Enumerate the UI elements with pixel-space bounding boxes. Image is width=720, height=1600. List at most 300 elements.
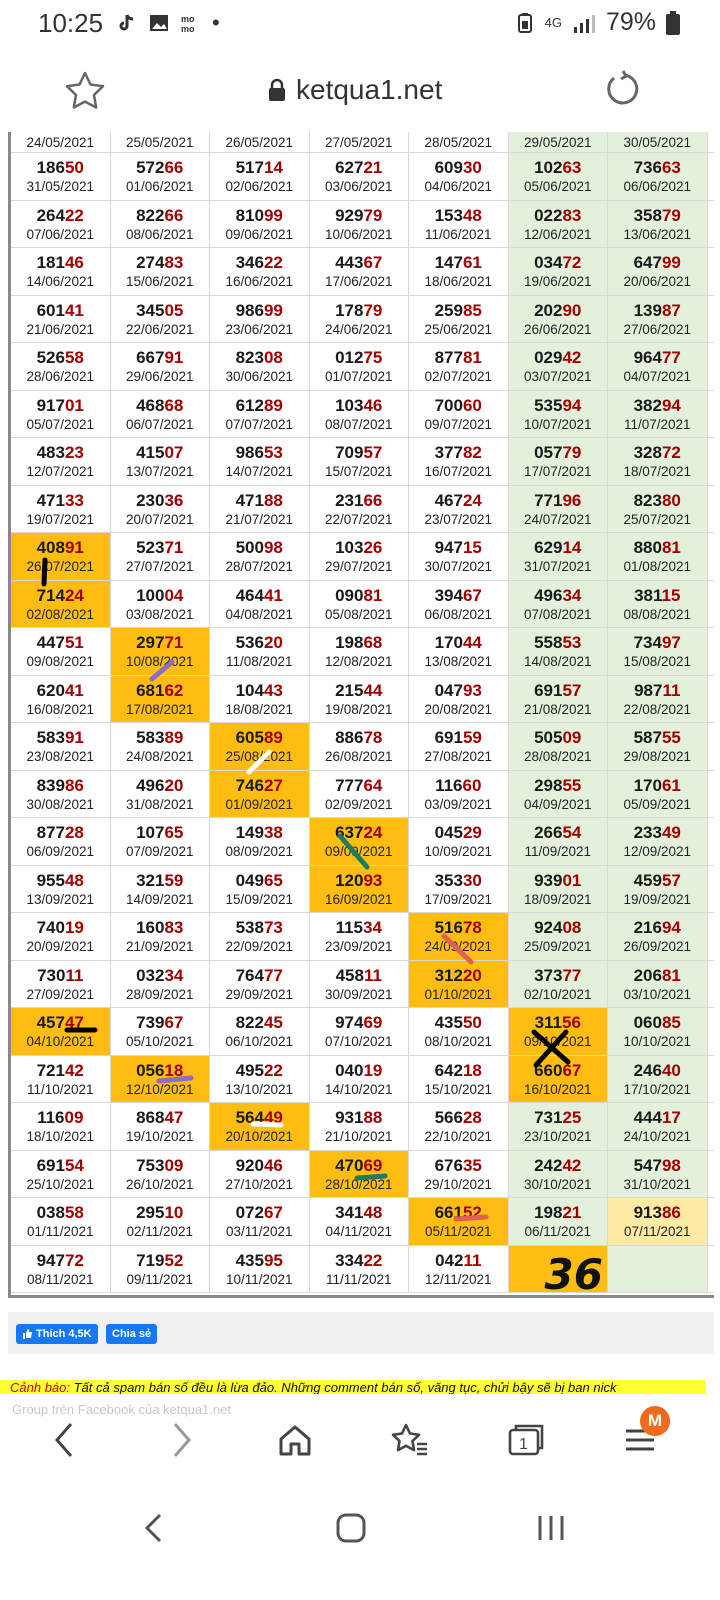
number-head: 049 [235, 870, 264, 890]
tabs-button[interactable] [502, 1418, 550, 1462]
status-time: 10:25 [38, 8, 104, 38]
address-bar [0, 56, 720, 126]
number-head: 676 [434, 1155, 463, 1175]
like-label: Thích 4,5K [36, 1328, 92, 1340]
number-tail: 09 [64, 1108, 84, 1127]
result-number [210, 723, 309, 748]
system-back-button[interactable] [128, 1508, 178, 1548]
result-number [608, 248, 707, 273]
result-cell [111, 343, 211, 390]
number-tail: 41 [263, 585, 283, 605]
result-number [509, 1198, 608, 1223]
number-tail: 67 [562, 1060, 582, 1080]
number-head: 709 [335, 443, 364, 462]
result-date: 14/08/2021 [523, 654, 592, 669]
number-tail: 34 [164, 965, 184, 985]
result-date: 19/06/2021 [523, 274, 592, 289]
number-tail: 78 [462, 918, 482, 937]
result-date: 28/07/2021 [225, 559, 294, 574]
result-date: 20/06/2021 [623, 274, 692, 289]
result-number [111, 723, 210, 748]
result-date: 29/10/2021 [424, 1176, 493, 1192]
number-tail: 65 [164, 823, 184, 842]
result-number [310, 676, 409, 701]
number-tail: 93 [462, 680, 482, 700]
number-tail: 51 [64, 633, 84, 652]
number-tail: 94 [661, 918, 681, 937]
number-head: 198 [335, 633, 364, 652]
result-date: 31/10/2021 [623, 1176, 692, 1192]
result-number [111, 771, 210, 796]
result-date: 06/11/2021 [524, 1224, 592, 1239]
result-cell [509, 533, 609, 580]
result-cell [11, 961, 111, 1008]
bookmark-star-icon[interactable] [64, 70, 106, 110]
result-cell [608, 961, 708, 1008]
result-number [310, 391, 409, 416]
result-date: 21/08/2021 [523, 701, 592, 717]
result-cell [11, 913, 111, 960]
number-tail: 19 [64, 918, 84, 937]
result-date: 07/07/2021 [225, 416, 294, 432]
result-date: 18/09/2021 [523, 891, 592, 907]
result-cell [210, 486, 310, 533]
result-date: 15/07/2021 [324, 464, 393, 479]
result-number [310, 438, 409, 463]
table-row [11, 438, 714, 486]
number-tail: 01 [562, 870, 582, 890]
result-cell [210, 153, 310, 200]
number-tail: 67 [363, 253, 383, 272]
result-cell [210, 1103, 310, 1150]
number-tail: 57 [562, 680, 582, 700]
number-head: 160 [136, 918, 165, 937]
number-head: 986 [235, 300, 264, 320]
back-button[interactable] [40, 1418, 88, 1462]
home-icon [277, 1422, 313, 1458]
number-head: 381 [634, 585, 662, 605]
result-date: 31/05/2021 [26, 179, 95, 194]
result-date: 10/07/2021 [523, 416, 592, 432]
result-number [210, 248, 309, 273]
facebook-share-button[interactable] [106, 1324, 157, 1344]
result-date: 04/10/2021 [26, 1034, 95, 1049]
number-tail: 17 [661, 1108, 681, 1127]
result-date: 08/06/2021 [125, 226, 194, 242]
number-head: 382 [633, 395, 662, 415]
number-head: 341 [335, 1203, 364, 1222]
result-date: 01/06/2021 [125, 179, 194, 194]
number-tail: 81 [462, 348, 482, 367]
table-row [11, 486, 714, 534]
number-tail: 48 [363, 1203, 383, 1222]
result-number [111, 391, 210, 416]
result-number [210, 961, 309, 986]
result-number [608, 771, 707, 796]
result-number [310, 533, 409, 558]
result-date: 30/09/2021 [324, 986, 393, 1002]
number-tail: 96 [562, 490, 582, 510]
result-date: 30/08/2021 [26, 796, 95, 812]
number-head: 215 [335, 680, 364, 700]
network-type: 4G [544, 15, 562, 30]
table-row [11, 1103, 714, 1151]
number-tail: 34 [363, 918, 382, 937]
number-tail: 41 [64, 300, 84, 320]
warning-label: Cảnh báo: [10, 1380, 70, 1394]
result-cell [509, 132, 609, 152]
number-head: 170 [633, 775, 662, 795]
number-head: 877 [36, 823, 65, 842]
number-tail: 57 [661, 870, 681, 890]
result-date: 28/08/2021 [523, 749, 592, 764]
system-home-button[interactable] [326, 1508, 376, 1548]
number-tail: 83 [164, 253, 184, 272]
result-number [210, 343, 309, 368]
number-tail: 66 [363, 490, 383, 510]
result-number [210, 581, 309, 606]
number-head: 691 [534, 680, 563, 700]
result-cell [409, 771, 509, 818]
number-head: 233 [633, 823, 662, 842]
url-field[interactable] [268, 74, 442, 106]
tiktok-icon [116, 12, 138, 34]
handwritten-number: 36 [544, 1249, 603, 1298]
result-number [509, 913, 608, 938]
result-date: 12/10/2021 [125, 1081, 194, 1097]
notification-icons [116, 10, 220, 36]
result-date: 16/08/2021 [26, 701, 95, 717]
number-head: 587 [633, 728, 662, 747]
result-cell [509, 296, 609, 343]
result-number [509, 248, 608, 273]
result-cell [608, 1151, 708, 1198]
result-cell [210, 1056, 310, 1103]
result-cell [608, 1103, 708, 1150]
number-head: 516 [434, 918, 463, 937]
number-tail: 77 [661, 348, 681, 367]
result-date: 15/09/2021 [225, 891, 294, 907]
result-date: 04/07/2021 [623, 369, 692, 384]
number-head: 298 [534, 775, 563, 795]
result-cell [608, 248, 708, 295]
result-date: 08/10/2021 [424, 1034, 493, 1049]
result-cell [409, 628, 509, 675]
result-date: 07/09/2021 [125, 844, 194, 859]
table-row [11, 201, 714, 249]
result-cell [608, 1198, 708, 1245]
table-row [11, 913, 714, 961]
result-number [608, 961, 707, 986]
number-head: 435 [235, 1250, 264, 1270]
result-number [509, 391, 608, 416]
result-cell [608, 771, 708, 818]
result-number [310, 1103, 409, 1128]
number-head: 047 [434, 680, 463, 700]
number-tail: 57 [363, 443, 383, 462]
number-head: 295 [136, 1203, 165, 1222]
number-head: 022 [534, 205, 563, 225]
result-cell [409, 961, 509, 1008]
result-number [11, 581, 110, 606]
number-tail: 54 [64, 1155, 84, 1175]
result-date: 27/09/2021 [26, 986, 95, 1002]
result-number [409, 913, 508, 938]
result-number [509, 1056, 608, 1081]
result-cell [509, 866, 609, 913]
result-number [310, 818, 409, 843]
number-tail: 42 [562, 348, 582, 367]
number-tail: 72 [64, 1250, 84, 1270]
result-number [509, 1103, 608, 1128]
result-number [111, 818, 210, 843]
reload-icon[interactable] [605, 68, 641, 108]
number-tail: 55 [661, 728, 681, 747]
number-tail: 77 [263, 965, 283, 985]
result-cell [409, 1056, 509, 1103]
result-date: 26/05/2021 [225, 135, 294, 150]
result-date: 21/06/2021 [26, 321, 95, 337]
result-date: 28/06/2021 [26, 369, 95, 384]
result-date: 04/06/2021 [424, 179, 493, 194]
result-cell [409, 913, 509, 960]
result-number [11, 438, 110, 463]
result-cell [310, 1056, 410, 1103]
number-tail: 88 [263, 490, 283, 510]
number-head: 103 [335, 538, 364, 557]
result-number [509, 486, 608, 511]
number-tail: 20 [164, 775, 184, 795]
result-date: 16/07/2021 [424, 464, 493, 479]
table-row [11, 391, 714, 439]
result-cell [11, 1246, 111, 1293]
number-tail: 99 [263, 300, 283, 320]
result-cell [509, 438, 609, 485]
number-tail: 30 [462, 158, 482, 177]
result-date: 08/11/2021 [26, 1271, 94, 1287]
number-tail: 43 [263, 680, 283, 700]
number-tail: 86 [661, 1203, 681, 1222]
number-tail: 22 [64, 205, 84, 225]
forward-button[interactable] [158, 1418, 206, 1462]
result-number [111, 913, 210, 938]
result-number [11, 866, 110, 891]
result-number [509, 581, 608, 606]
result-number [210, 818, 309, 843]
result-date: 30/07/2021 [424, 559, 493, 574]
number-tail: 82 [462, 443, 482, 462]
result-number [210, 676, 309, 701]
result-number [11, 153, 110, 178]
result-number [608, 153, 707, 178]
result-cell [409, 296, 509, 343]
number-tail: 67 [462, 585, 482, 605]
number-tail: 67 [164, 1013, 184, 1032]
number-tail: 10 [164, 1203, 184, 1222]
result-date: 26/09/2021 [623, 939, 692, 954]
result-number [409, 153, 508, 178]
result-number [210, 296, 309, 321]
result-number [608, 533, 707, 558]
number-head: 691 [36, 1155, 65, 1175]
result-cell [409, 486, 509, 533]
result-date: 20/10/2021 [225, 1129, 294, 1144]
number-head: 558 [534, 633, 563, 652]
result-number [608, 676, 707, 701]
result-number [11, 1103, 110, 1128]
number-tail: 11 [363, 965, 382, 985]
result-number [210, 1198, 309, 1223]
url-host: ketqua1.net [296, 74, 443, 105]
result-date: 12/08/2021 [324, 654, 393, 669]
result-date: 24/09/2021 [424, 939, 493, 954]
result-cell [608, 486, 708, 533]
result-date: 22/08/2021 [623, 701, 692, 717]
avatar[interactable]: M [640, 1406, 670, 1436]
number-head: 719 [136, 1250, 165, 1270]
number-tail: 26 [363, 538, 383, 557]
result-number [509, 771, 608, 796]
number-tail: 94 [661, 395, 681, 415]
result-date: 14/07/2021 [225, 464, 294, 479]
system-recents-button[interactable] [526, 1508, 576, 1548]
result-cell [409, 866, 509, 913]
number-tail: 69 [363, 1155, 383, 1175]
number-head: 974 [335, 1013, 364, 1032]
number-head: 739 [136, 1013, 165, 1032]
result-number [310, 486, 409, 511]
number-tail: 47 [64, 1013, 84, 1032]
result-cell [310, 201, 410, 248]
number-head: 170 [434, 633, 463, 652]
table-row [11, 818, 714, 866]
result-number [608, 1103, 707, 1128]
table-row [11, 1008, 714, 1056]
number-head: 116 [37, 1108, 65, 1127]
result-number [11, 961, 110, 986]
number-tail: 09 [562, 728, 582, 747]
result-number [409, 676, 508, 701]
result-cell [11, 818, 111, 865]
faded-text: Group trên Facebook của ketqua1.net [12, 1402, 231, 1417]
table-row [11, 1198, 714, 1246]
result-date: 16/09/2021 [324, 891, 393, 907]
facebook-like-button[interactable] [16, 1324, 98, 1344]
result-cell [111, 438, 211, 485]
number-head: 637 [335, 823, 364, 842]
table-row [11, 581, 714, 629]
number-tail: 41 [64, 680, 84, 700]
number-head: 924 [534, 918, 563, 937]
result-cell [111, 486, 211, 533]
result-number [608, 913, 707, 938]
number-tail: 11 [65, 965, 84, 985]
number-tail: 47 [164, 1108, 184, 1127]
svg-text:mo: mo [181, 24, 195, 34]
number-tail: 61 [661, 775, 681, 795]
result-date: 17/08/2021 [125, 701, 194, 717]
number-head: 777 [335, 775, 364, 795]
result-number [608, 1008, 707, 1033]
result-cell [210, 248, 310, 295]
result-date: 24/08/2021 [125, 749, 194, 764]
result-date: 14/10/2021 [324, 1081, 393, 1097]
result-cell [11, 248, 111, 295]
result-cell [210, 676, 310, 723]
number-head: 447 [36, 633, 65, 652]
result-cell [509, 723, 609, 770]
result-cell [310, 153, 410, 200]
number-tail: 45 [263, 1013, 283, 1032]
battery-icon [666, 11, 680, 35]
number-tail: 66 [164, 205, 184, 225]
number-tail: 62 [164, 680, 184, 700]
result-number [509, 1151, 608, 1176]
result-number [11, 248, 110, 273]
result-number [11, 1008, 110, 1033]
result-cell [11, 533, 111, 580]
result-cell [608, 723, 708, 770]
result-date: 24/10/2021 [623, 1129, 692, 1144]
table-row [11, 1056, 714, 1104]
bookmarks-button[interactable] [386, 1418, 434, 1462]
result-cell [310, 1103, 410, 1150]
result-number [608, 818, 707, 843]
home-button[interactable] [271, 1418, 319, 1462]
result-cell [11, 1056, 111, 1103]
result-date: 12/07/2021 [26, 464, 95, 479]
result-number [608, 628, 707, 653]
result-number [310, 961, 409, 986]
result-number [11, 1056, 110, 1081]
result-date: 23/06/2021 [225, 321, 294, 337]
number-head: 264 [36, 205, 65, 225]
battery-saver-icon [515, 12, 535, 34]
browser-toolbar [0, 1410, 720, 1470]
number-tail: 18 [164, 1060, 184, 1080]
number-head: 730 [37, 965, 66, 985]
number-head: 057 [534, 443, 563, 462]
result-number [310, 296, 409, 321]
result-date: 11/06/2021 [424, 226, 492, 242]
result-cell [509, 486, 609, 533]
result-date: 08/07/2021 [324, 416, 393, 432]
table-row [11, 676, 714, 724]
result-number [11, 723, 110, 748]
number-tail: 46 [64, 253, 84, 272]
result-date: 09/11/2021 [126, 1271, 194, 1287]
result-number [310, 628, 409, 653]
number-head: 415 [136, 443, 165, 462]
number-head: 753 [136, 1155, 165, 1175]
result-number [210, 628, 309, 653]
number-tail: 89 [263, 728, 283, 747]
number-head: 691 [434, 728, 463, 747]
result-cell [310, 438, 410, 485]
result-date: 26/08/2021 [324, 749, 393, 764]
result-number [111, 343, 210, 368]
number-head: 012 [335, 348, 364, 367]
number-head: 920 [235, 1155, 264, 1175]
number-head: 523 [136, 538, 165, 557]
number-tail: 80 [661, 490, 681, 510]
result-number [210, 533, 309, 558]
result-date: 19/10/2021 [125, 1129, 194, 1144]
result-cell [210, 866, 310, 913]
number-tail: 55 [562, 775, 582, 795]
result-date: 06/06/2021 [623, 179, 692, 194]
result-number [210, 153, 309, 178]
